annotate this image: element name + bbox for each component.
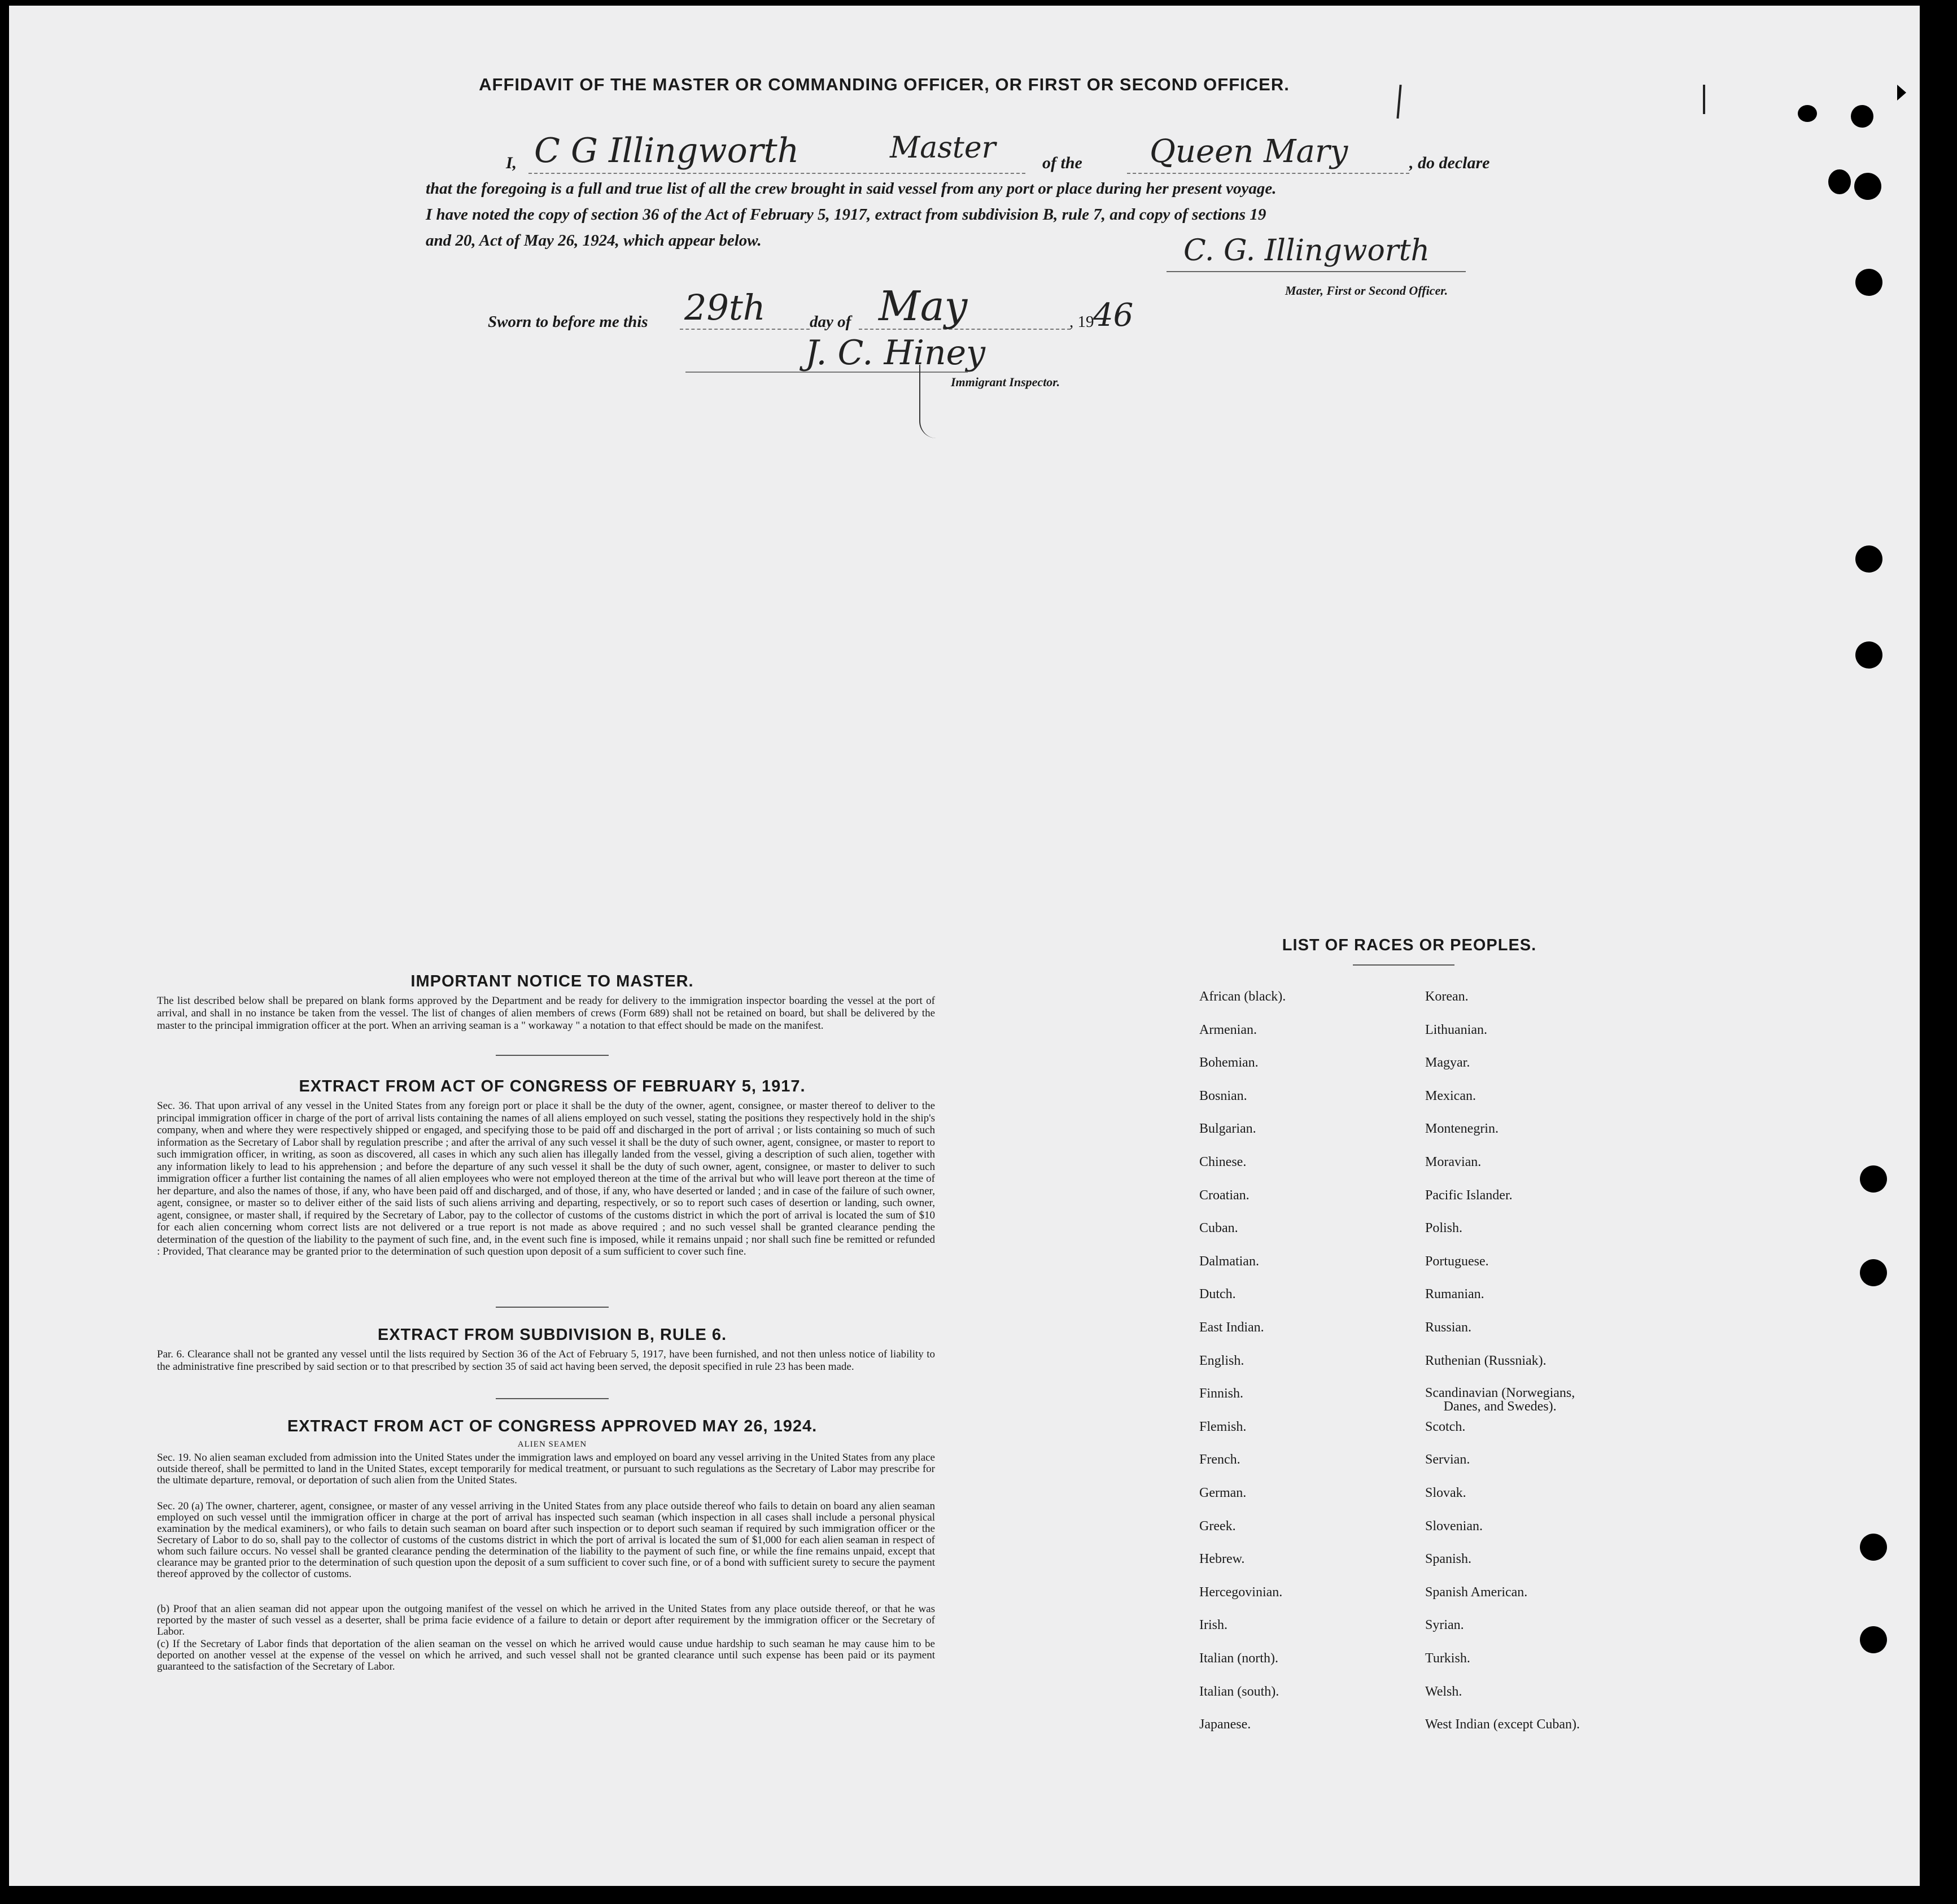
sworn-label: Sworn to before me this: [488, 313, 648, 331]
day-rule: [680, 329, 810, 330]
master-signature: C. G. Illingworth: [1183, 234, 1430, 268]
punch-hole: [1855, 641, 1882, 669]
race-item: Pacific Islander.: [1425, 1187, 1513, 1203]
race-item: Syrian.: [1425, 1618, 1464, 1633]
month-value: May: [879, 282, 968, 330]
year-value: 46: [1093, 297, 1134, 334]
inspector-signature: J. C. Hiney: [805, 333, 986, 373]
race-item: Scotch.: [1425, 1419, 1466, 1434]
race-item: English.: [1199, 1353, 1244, 1368]
name-rule: [528, 173, 1025, 174]
race-item: Welsh.: [1425, 1684, 1462, 1699]
race-item: Slovak.: [1425, 1486, 1466, 1500]
inspector-flourish: [919, 365, 937, 438]
of-the-label: of the: [1042, 154, 1082, 172]
declarant-rank: Master: [890, 131, 996, 165]
race-item: Italian (north).: [1199, 1651, 1278, 1666]
divider: [496, 1307, 609, 1308]
race-item: Dalmatian.: [1199, 1254, 1259, 1269]
margin-tick-mark: [1703, 85, 1705, 114]
race-item: Spanish American.: [1425, 1584, 1528, 1600]
punch-hole: [1860, 1626, 1887, 1653]
race-item: Bohemian.: [1199, 1055, 1259, 1071]
extract-1917-body: Sec. 36. That upon arrival of any vessel in the United States from any foreign port or place it shall be the duty of the owner, agent, consignee, or master thereof to deliver to the principal immigration officer in charge of the port of arrival lists containing the names of all aliens employed on such vessel, stating the positions they respectively hold in the ship's company, when and where they were respectively shipped or engaged, and specifying those to be paid off and discharged in the port of arrival ; or lists containing so much of such information as the Secretary of Labor shall by regulation prescribe ; and after the arrival of any such vessel it shall be the duty of such owner, agent, consignee, or master to report to such immigration officer, in writing, as soon as discovered, all cases in which any such alien has illegally landed from the vessel, giving a description of such alien, together with any information likely to lead to his apprehension ; and before the departure of any such vessel it shall be the duty of such owner, agent, consignee, or master to deliver to such immigration officer a further list containing the names of all alien employees who were not employed thereon at the time of the arrival but who will leave port thereon at the time of her departure, and also the names of those, if any, who have been paid off and discharged, and of those, if any, who have deserted or landed ; and in case of the failure of such owner, agent, consignee, or master so to deliver either of the said lists of such aliens arriving and departing, respectively, or so to report such cases of desertion or landing, such owner, agent, consignee, or master shall, if required by the Secretary of Labor, pay to the collector of customs of the customs district in which the port of arrival is located the sum of $10 for each alien concerning whom correct lists are not delivered or a true report is not made as above required ; and no such vessel shall be granted clearance pending the determination of the question of the liability to the payment of such fine, and, in the event such fine is imposed, while it remains unpaid ; nor shall such fine be remitted or refunded : Provided, That clearance may be granted prior to the determination of such question upon deposit of a sum sufficient to cover such fine.: [157, 1100, 935, 1257]
race-item: Korean.: [1425, 989, 1469, 1004]
affidavit-line-3: I have noted the copy of section 36 of the Act of February 5, 1917, extract from subdivision B, rule 7, and copy of sections 19: [426, 206, 1266, 224]
race-item: German.: [1199, 1486, 1247, 1500]
extract-1924-sec20b: (b) Proof that an alien seaman did not appear upon the outgoing manifest of the vessel on which he arrived in the United States from any place outside thereof, or that he was reported by the master of such vessel as a deserter, shall be prima facie evidence of a failure to detain or deport after requirement by the immigration officer or the Secretary of Labor.: [157, 1603, 935, 1637]
race-item: West Indian (except Cuban).: [1425, 1717, 1580, 1732]
punch-hole: [1860, 1534, 1887, 1561]
race-item: Magyar.: [1425, 1055, 1470, 1071]
extract-1924-title: EXTRACT FROM ACT OF CONGRESS APPROVED MAY 26, 1924.: [287, 1417, 818, 1435]
vessel-rule: [1127, 173, 1409, 174]
race-item: Bosnian.: [1199, 1088, 1247, 1103]
race-item: French.: [1199, 1452, 1240, 1468]
affidavit-title: AFFIDAVIT OF THE MASTER OR COMMANDING OFFICER, OR FIRST OR SECOND OFFICER.: [479, 75, 1290, 94]
race-item: Portuguese.: [1425, 1254, 1489, 1269]
punch-hole: [1798, 105, 1817, 122]
race-item: Slovenian.: [1425, 1518, 1483, 1534]
affidavit-line-2: that the foregoing is a full and true list of all the crew brought in said vessel from any port or place during her present voyage.: [426, 180, 1277, 198]
race-item: Moravian.: [1425, 1155, 1482, 1169]
race-item: Italian (south).: [1199, 1684, 1279, 1699]
race-item: Japanese.: [1199, 1717, 1251, 1732]
races-title: LIST OF RACES OR PEOPLES.: [1282, 936, 1537, 954]
punch-hole: [1860, 1165, 1887, 1193]
race-item: Lithuanian.: [1425, 1022, 1487, 1037]
race-item: Scandinavian (Norwegians, Danes, and Swedes).: [1425, 1386, 1575, 1414]
races-title-underline: [1353, 964, 1454, 966]
extract-1917-title: EXTRACT FROM ACT OF CONGRESS OF FEBRUARY 5, 1917.: [299, 1077, 806, 1095]
race-item: Ruthenian (Russniak).: [1425, 1353, 1547, 1368]
vessel-name: Queen Mary: [1150, 133, 1348, 170]
signature-rule: [1167, 271, 1466, 272]
notice-body: The list described below shall be prepared on blank forms approved by the Department and be ready for delivery to the immigration inspector boarding the vessel at the port of arrival, and shall in no instance be taken from the vessel. The list of changes of alien members of crews (Form 689) shall not be retained on board, but shall be delivered by the master to the principal immigration officer at the port. When an arriving seaman is a " workaway " a notation to that effect should be made on the manifest.: [157, 995, 935, 1032]
day-value: 29th: [684, 287, 766, 328]
punch-hole: [1855, 545, 1882, 573]
margin-tick-mark: [1396, 85, 1401, 119]
race-item: Finnish.: [1199, 1386, 1244, 1401]
punch-hole: [1854, 173, 1881, 200]
race-item: Cuban.: [1199, 1221, 1238, 1236]
extract-1924-sec20c: (c) If the Secretary of Labor finds that deportation of the alien seaman on the vessel on which he arrived would cause undue hardship to such seaman he may cause him to be deported on another vessel at the expense of the vessel on which he arrived, and such vessel shall not be granted clearance until such expense has been paid or its payment guaranteed to the satisfaction of the Secretary of Labor.: [157, 1638, 935, 1672]
race-item: African (black).: [1199, 989, 1286, 1004]
punch-hole: [1860, 1259, 1887, 1286]
race-item: Spanish.: [1425, 1552, 1472, 1567]
extract-1924-sec19: Sec. 19. No alien seaman excluded from admission into the United States under the immigration laws and employed on board any vessel arriving in the United States from any place outside thereof, shall be permitted to land in the United States, except temporarily for medical treatment, or pursuant to such regulations as the Secretary of Labor may prescribe for the ultimate departure, removal, or deportation of such alien from the United States.: [157, 1452, 935, 1486]
do-declare-label: , do declare: [1409, 154, 1490, 172]
inspector-caption: Immigrant Inspector.: [951, 375, 1060, 389]
race-item: Hebrew.: [1199, 1552, 1245, 1567]
punch-hole: [1855, 269, 1882, 296]
declarant-name: C G Illingworth: [534, 131, 800, 171]
divider: [496, 1398, 609, 1399]
race-item: East Indian.: [1199, 1320, 1264, 1335]
race-item: Bulgarian.: [1199, 1121, 1256, 1137]
year-prefix: , 19: [1069, 313, 1094, 331]
document-page: [9, 6, 1920, 1886]
extract-1924-subtitle: ALIEN SEAMEN: [517, 1440, 587, 1449]
corner-notch: [1897, 85, 1906, 101]
signature-caption: Master, First or Second Officer.: [1285, 283, 1448, 298]
race-item: Chinese.: [1199, 1155, 1247, 1169]
i-label: I,: [506, 154, 517, 172]
race-item: Russian.: [1425, 1320, 1472, 1335]
race-item: Armenian.: [1199, 1022, 1257, 1037]
race-item: Flemish.: [1199, 1419, 1247, 1434]
race-item: Polish.: [1425, 1221, 1463, 1236]
divider: [496, 1055, 609, 1056]
race-item: Croatian.: [1199, 1187, 1250, 1203]
race-item: Montenegrin.: [1425, 1121, 1499, 1137]
race-item: Turkish.: [1425, 1651, 1470, 1666]
race-item: Mexican.: [1425, 1088, 1476, 1103]
punch-hole: [1828, 169, 1851, 194]
race-item: Servian.: [1425, 1452, 1470, 1468]
race-item: Hercegovinian.: [1199, 1584, 1283, 1600]
extract-rule6-title: EXTRACT FROM SUBDIVISION B, RULE 6.: [377, 1326, 727, 1344]
extract-1924-sec20a: Sec. 20 (a) The owner, charterer, agent, consignee, or master of any vessel arriving in the United States from any place outside thereof who fails to detain on board any alien seaman employed on such vessel until the immigration officer in charge at the port of arrival has inspected such seaman (which inspection in all cases shall include a personal physical examination by the medical examiners), or who fails to detain such seaman on board after such inspection or to deport such seaman if required by such immigration officer or the Secretary of Labor to do so, shall pay to the collector of customs of the customs district in which the port of arrival is located the sum of $1,000 for each alien seaman in respect of whom such failure occurs. No vessel shall be granted clearance pending the determination of the liability to the payment of such fine, or while the fine remains unpaid, except that clearance may be granted prior to the determination of such question upon the deposit of a sum sufficient to cover such fine, or of a bond with sufficient surety to secure the payment thereof approved by the collector of customs.: [157, 1500, 935, 1580]
affidavit-line-4: and 20, Act of May 26, 1924, which appear below.: [426, 232, 762, 250]
notice-title: IMPORTANT NOTICE TO MASTER.: [410, 972, 694, 990]
race-item: Irish.: [1199, 1618, 1228, 1633]
extract-rule6-body: Par. 6. Clearance shall not be granted any vessel until the lists required by Section 36 of the Act of February 5, 1917, have been furnished, and not then unless notice of liability to the administrative fine prescribed by said section or to that prescribed by section 35 of said act having been served, the deposit specified in rule 23 has been made.: [157, 1348, 935, 1373]
race-item: Rumanian.: [1425, 1287, 1484, 1302]
race-item: Greek.: [1199, 1518, 1236, 1534]
race-item: Dutch.: [1199, 1287, 1236, 1302]
punch-hole: [1851, 105, 1873, 128]
day-of-label: day of: [810, 313, 851, 331]
